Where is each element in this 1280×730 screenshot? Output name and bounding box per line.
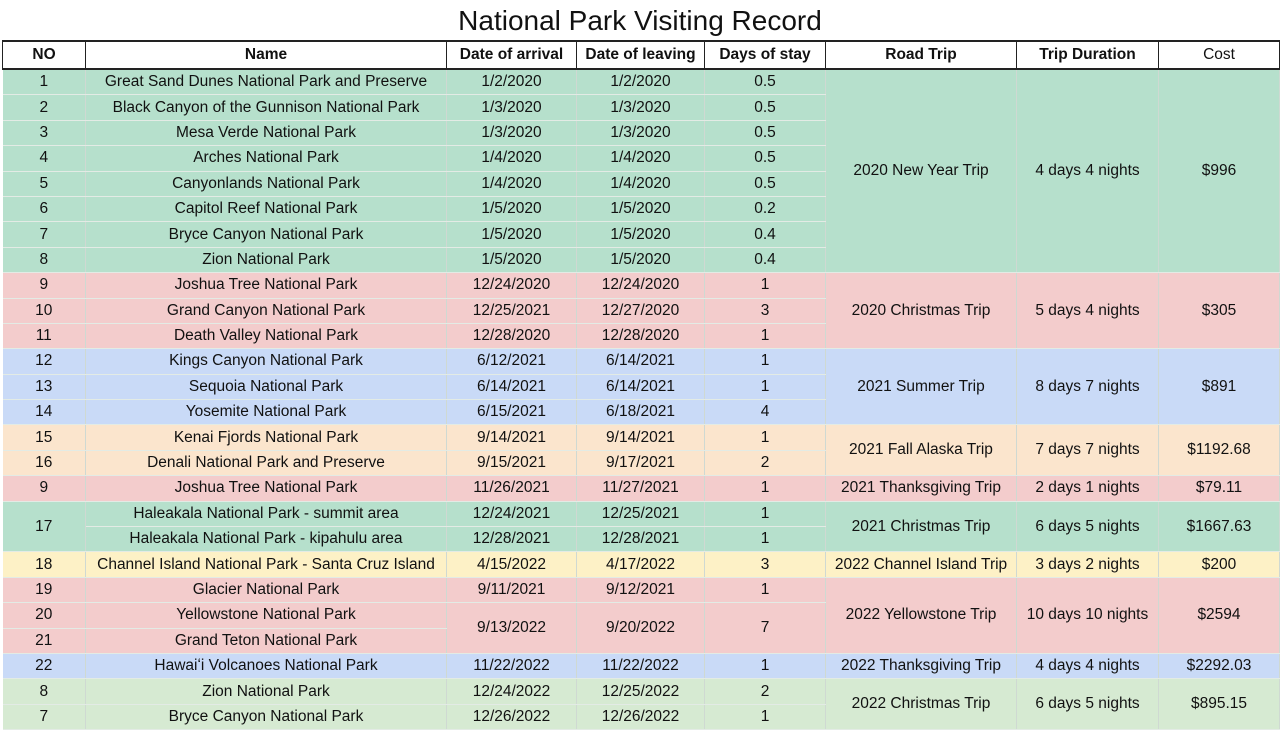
- header-days-of-stay[interactable]: Days of stay: [705, 41, 826, 69]
- cell-cost[interactable]: $79.11: [1159, 476, 1280, 501]
- park-record-table: [2, 40, 1280, 730]
- cell-arrival[interactable]: 1/5/2020: [447, 247, 577, 272]
- cell-days[interactable]: 4: [705, 400, 826, 425]
- cell-arrival[interactable]: 12/26/2022: [447, 704, 577, 729]
- cell-arrival[interactable]: 1/2/2020: [447, 69, 577, 95]
- cell-days[interactable]: 0.5: [705, 171, 826, 196]
- table-row: [3, 273, 1280, 298]
- cell-name[interactable]: Mesa Verde National Park: [86, 120, 447, 145]
- cell-arrival[interactable]: 9/14/2021: [447, 425, 577, 450]
- cell-no[interactable]: 3: [3, 120, 86, 145]
- header-trip-duration[interactable]: Trip Duration: [1017, 41, 1159, 69]
- cell-no[interactable]: 8: [3, 679, 86, 704]
- cell-days[interactable]: 0.5: [705, 95, 826, 120]
- cell-arrival[interactable]: 6/12/2021: [447, 349, 577, 374]
- cell-road-trip[interactable]: 2022 Thanksgiving Trip: [826, 653, 1017, 678]
- cell-leaving[interactable]: 1/5/2020: [577, 222, 705, 247]
- table-row: [3, 552, 1280, 577]
- cell-leaving[interactable]: 9/14/2021: [577, 425, 705, 450]
- cell-road-trip[interactable]: 2022 Channel Island Trip: [826, 552, 1017, 577]
- cell-leaving[interactable]: 1/3/2020: [577, 120, 705, 145]
- cell-no[interactable]: 9: [3, 273, 86, 298]
- cell-arrival[interactable]: 12/25/2021: [447, 298, 577, 323]
- cell-name[interactable]: Channel Island National Park - Santa Cruz Island: [86, 552, 447, 577]
- cell-arrival[interactable]: 12/24/2021: [447, 501, 577, 526]
- cell-no[interactable]: 19: [3, 577, 86, 602]
- table-row: [3, 425, 1280, 450]
- cell-road-trip[interactable]: 2021 Christmas Trip: [826, 501, 1017, 552]
- cell-arrival[interactable]: 6/15/2021: [447, 400, 577, 425]
- cell-name[interactable]: Grand Canyon National Park: [86, 298, 447, 323]
- cell-no[interactable]: 7: [3, 222, 86, 247]
- header-no[interactable]: NO: [3, 41, 86, 69]
- cell-days[interactable]: 0.5: [705, 69, 826, 95]
- cell-name[interactable]: Denali National Park and Preserve: [86, 450, 447, 475]
- cell-cost[interactable]: $200: [1159, 552, 1280, 577]
- table-row: [3, 577, 1280, 602]
- cell-cost[interactable]: $2594: [1159, 577, 1280, 653]
- cell-days[interactable]: 1: [705, 273, 826, 298]
- cell-arrival[interactable]: 9/13/2022: [447, 603, 577, 654]
- cell-arrival[interactable]: 1/5/2020: [447, 196, 577, 221]
- table-row: [3, 69, 1280, 95]
- cell-no[interactable]: 18: [3, 552, 86, 577]
- cell-road-trip[interactable]: 2022 Yellowstone Trip: [826, 577, 1017, 653]
- cell-name[interactable]: Yosemite National Park: [86, 400, 447, 425]
- cell-days[interactable]: 3: [705, 552, 826, 577]
- cell-trip-duration[interactable]: 3 days 2 nights: [1017, 552, 1159, 577]
- cell-leaving[interactable]: 1/5/2020: [577, 247, 705, 272]
- cell-trip-duration[interactable]: 4 days 4 nights: [1017, 653, 1159, 678]
- cell-name[interactable]: Joshua Tree National Park: [86, 476, 447, 501]
- cell-days[interactable]: 1: [705, 323, 826, 348]
- cell-leaving[interactable]: 6/14/2021: [577, 349, 705, 374]
- cell-leaving[interactable]: 4/17/2022: [577, 552, 705, 577]
- table-row: [3, 679, 1280, 704]
- cell-days[interactable]: 1: [705, 425, 826, 450]
- cell-days[interactable]: 1: [705, 349, 826, 374]
- cell-days[interactable]: 0.4: [705, 247, 826, 272]
- table-row: [3, 653, 1280, 678]
- cell-road-trip[interactable]: 2021 Thanksgiving Trip: [826, 476, 1017, 501]
- cell-leaving[interactable]: 12/28/2021: [577, 527, 705, 552]
- cell-no[interactable]: 4: [3, 146, 86, 171]
- cell-arrival[interactable]: 12/28/2020: [447, 323, 577, 348]
- cell-cost[interactable]: $305: [1159, 273, 1280, 349]
- cell-no[interactable]: 5: [3, 171, 86, 196]
- cell-arrival[interactable]: 1/3/2020: [447, 95, 577, 120]
- cell-no[interactable]: 13: [3, 374, 86, 399]
- header-row: [3, 41, 1280, 69]
- cell-no[interactable]: 1: [3, 69, 86, 95]
- cell-leaving[interactable]: 9/20/2022: [577, 603, 705, 654]
- cell-days[interactable]: 2: [705, 450, 826, 475]
- cell-name[interactable]: Haleakala National Park - summit area: [86, 501, 447, 526]
- cell-no[interactable]: 11: [3, 323, 86, 348]
- cell-days[interactable]: 3: [705, 298, 826, 323]
- cell-days[interactable]: 1: [705, 704, 826, 729]
- cell-leaving[interactable]: 12/27/2020: [577, 298, 705, 323]
- cell-no[interactable]: 7: [3, 704, 86, 729]
- cell-leaving[interactable]: 9/12/2021: [577, 577, 705, 602]
- cell-name[interactable]: Kings Canyon National Park: [86, 349, 447, 374]
- table-row: [3, 476, 1280, 501]
- table-row: [3, 501, 1280, 526]
- cell-road-trip[interactable]: 2020 Christmas Trip: [826, 273, 1017, 349]
- cell-arrival[interactable]: 1/4/2020: [447, 171, 577, 196]
- cell-road-trip[interactable]: 2021 Summer Trip: [826, 349, 1017, 425]
- cell-name[interactable]: Glacier National Park: [86, 577, 447, 602]
- cell-arrival[interactable]: 1/3/2020: [447, 120, 577, 145]
- header-date-of-leaving[interactable]: Date of leaving: [577, 41, 705, 69]
- cell-name[interactable]: Zion National Park: [86, 247, 447, 272]
- cell-name[interactable]: Grand Teton National Park: [86, 628, 447, 653]
- cell-cost[interactable]: $895.15: [1159, 679, 1280, 730]
- cell-days[interactable]: 0.4: [705, 222, 826, 247]
- cell-arrival[interactable]: 1/4/2020: [447, 146, 577, 171]
- cell-trip-duration[interactable]: 7 days 7 nights: [1017, 425, 1159, 476]
- cell-name[interactable]: Arches National Park: [86, 146, 447, 171]
- cell-arrival[interactable]: 9/15/2021: [447, 450, 577, 475]
- cell-leaving[interactable]: 9/17/2021: [577, 450, 705, 475]
- cell-days[interactable]: 2: [705, 679, 826, 704]
- cell-name[interactable]: Sequoia National Park: [86, 374, 447, 399]
- cell-trip-duration[interactable]: 10 days 10 nights: [1017, 577, 1159, 653]
- cell-arrival[interactable]: 9/11/2021: [447, 577, 577, 602]
- cell-no[interactable]: 21: [3, 628, 86, 653]
- cell-days[interactable]: 7: [705, 603, 826, 654]
- cell-no[interactable]: 22: [3, 653, 86, 678]
- cell-no[interactable]: 10: [3, 298, 86, 323]
- cell-days[interactable]: 0.5: [705, 120, 826, 145]
- header-cost[interactable]: Cost: [1159, 41, 1280, 69]
- cell-no[interactable]: 14: [3, 400, 86, 425]
- cell-name[interactable]: Zion National Park: [86, 679, 447, 704]
- cell-no[interactable]: 6: [3, 196, 86, 221]
- cell-no[interactable]: 15: [3, 425, 86, 450]
- cell-leaving[interactable]: 11/27/2021: [577, 476, 705, 501]
- cell-days[interactable]: 1: [705, 501, 826, 526]
- cell-days[interactable]: 1: [705, 577, 826, 602]
- cell-name[interactable]: Death Valley National Park: [86, 323, 447, 348]
- cell-name[interactable]: Joshua Tree National Park: [86, 273, 447, 298]
- header-date-of-arrival[interactable]: Date of arrival: [447, 41, 577, 69]
- cell-trip-duration[interactable]: 8 days 7 nights: [1017, 349, 1159, 425]
- cell-no[interactable]: 9: [3, 476, 86, 501]
- cell-leaving[interactable]: 12/28/2020: [577, 323, 705, 348]
- cell-name[interactable]: Bryce Canyon National Park: [86, 704, 447, 729]
- cell-cost[interactable]: $891: [1159, 349, 1280, 425]
- cell-leaving[interactable]: 12/26/2022: [577, 704, 705, 729]
- cell-leaving[interactable]: 12/24/2020: [577, 273, 705, 298]
- cell-leaving[interactable]: 1/2/2020: [577, 69, 705, 95]
- cell-leaving[interactable]: 6/14/2021: [577, 374, 705, 399]
- cell-leaving[interactable]: 1/5/2020: [577, 196, 705, 221]
- cell-days[interactable]: 1: [705, 374, 826, 399]
- cell-arrival[interactable]: 11/26/2021: [447, 476, 577, 501]
- cell-cost[interactable]: $996: [1159, 69, 1280, 273]
- cell-trip-duration[interactable]: 6 days 5 nights: [1017, 501, 1159, 552]
- cell-days[interactable]: 1: [705, 527, 826, 552]
- cell-no[interactable]: 12: [3, 349, 86, 374]
- cell-days[interactable]: 0.5: [705, 146, 826, 171]
- cell-name[interactable]: Kenai Fjords National Park: [86, 425, 447, 450]
- cell-no[interactable]: 16: [3, 450, 86, 475]
- cell-arrival[interactable]: 12/28/2021: [447, 527, 577, 552]
- cell-leaving[interactable]: 12/25/2022: [577, 679, 705, 704]
- cell-name[interactable]: Yellowstone National Park: [86, 603, 447, 628]
- cell-leaving[interactable]: 6/18/2021: [577, 400, 705, 425]
- cell-trip-duration[interactable]: 4 days 4 nights: [1017, 69, 1159, 273]
- cell-road-trip[interactable]: 2020 New Year Trip: [826, 69, 1017, 273]
- cell-leaving[interactable]: 12/25/2021: [577, 501, 705, 526]
- cell-arrival[interactable]: 6/14/2021: [447, 374, 577, 399]
- cell-leaving[interactable]: 1/4/2020: [577, 171, 705, 196]
- cell-name[interactable]: Haleakala National Park - kipahulu area: [86, 527, 447, 552]
- cell-days[interactable]: 1: [705, 476, 826, 501]
- cell-arrival[interactable]: 4/15/2022: [447, 552, 577, 577]
- cell-name[interactable]: Canyonlands National Park: [86, 171, 447, 196]
- cell-road-trip[interactable]: 2021 Fall Alaska Trip: [826, 425, 1017, 476]
- cell-arrival[interactable]: 12/24/2022: [447, 679, 577, 704]
- cell-arrival[interactable]: 12/24/2020: [447, 273, 577, 298]
- cell-name[interactable]: Black Canyon of the Gunnison National Park: [86, 95, 447, 120]
- cell-name[interactable]: Capitol Reef National Park: [86, 196, 447, 221]
- cell-days[interactable]: 1: [705, 653, 826, 678]
- cell-name[interactable]: Great Sand Dunes National Park and Preserve: [86, 69, 447, 95]
- cell-days[interactable]: 0.2: [705, 196, 826, 221]
- cell-name[interactable]: Bryce Canyon National Park: [86, 222, 447, 247]
- cell-arrival[interactable]: 11/22/2022: [447, 653, 577, 678]
- header-road-trip[interactable]: Road Trip: [826, 41, 1017, 69]
- cell-trip-duration[interactable]: 6 days 5 nights: [1017, 679, 1159, 730]
- cell-leaving[interactable]: 1/3/2020: [577, 95, 705, 120]
- cell-no[interactable]: 8: [3, 247, 86, 272]
- cell-leaving[interactable]: 1/4/2020: [577, 146, 705, 171]
- cell-no[interactable]: 2: [3, 95, 86, 120]
- cell-trip-duration[interactable]: 5 days 4 nights: [1017, 273, 1159, 349]
- cell-cost[interactable]: $1667.63: [1159, 501, 1280, 552]
- cell-leaving[interactable]: 11/22/2022: [577, 653, 705, 678]
- table-row: [3, 349, 1280, 374]
- cell-cost[interactable]: $1192.68: [1159, 425, 1280, 476]
- header-name[interactable]: Name: [86, 41, 447, 69]
- cell-road-trip[interactable]: 2022 Christmas Trip: [826, 679, 1017, 730]
- cell-arrival[interactable]: 1/5/2020: [447, 222, 577, 247]
- cell-trip-duration[interactable]: 2 days 1 nights: [1017, 476, 1159, 501]
- cell-no[interactable]: 20: [3, 603, 86, 628]
- sheet-title: National Park Visiting Record: [458, 5, 822, 36]
- cell-name[interactable]: Hawaiʻi Volcanoes National Park: [86, 653, 447, 678]
- cell-cost[interactable]: $2292.03: [1159, 653, 1280, 678]
- cell-no[interactable]: 17: [3, 501, 86, 552]
